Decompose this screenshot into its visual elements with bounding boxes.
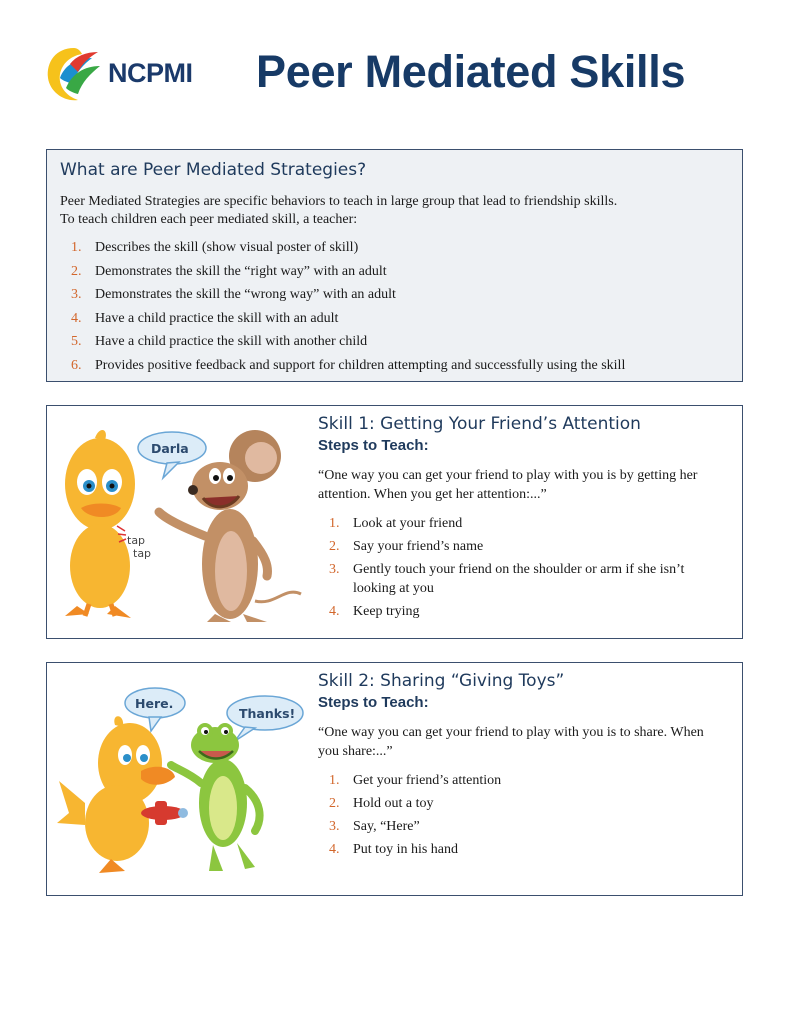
speech-bubble [138,432,206,478]
list-item [318,817,728,836]
list-item [318,840,728,859]
step-text: Hold out a toy [353,796,434,811]
step-text: Get your friend’s attention [353,773,502,788]
list-item [60,356,730,375]
ncpmi-swirl-icon [44,44,106,104]
step-number: 2. [329,796,340,811]
step-text: Describes the skill (show visual poster of skill) [95,240,359,255]
speech-bubble-thanks [227,696,303,741]
step-text: Say your friend’s name [353,539,484,554]
step-text: Have a child practice the skill with another child [95,334,368,349]
bubble-here-text: Here. [135,696,174,711]
step-text: Have a child practice the skill with an adult [95,310,339,326]
step-number: 4. [71,310,82,326]
step-number: 3. [71,287,82,302]
skill1-content [318,414,728,625]
list-item [60,309,730,328]
tap-label-2: tap [133,547,152,560]
skill1-box [46,405,743,639]
step-number: 6. [71,357,82,373]
skill2-steps-label: Steps to Teach: [318,694,429,711]
step-number: 1. [329,773,340,788]
step-text: Put toy in his hand [353,842,459,857]
logo-text: NCPMI [108,58,193,88]
list-item [318,514,728,533]
step-number: 2. [71,263,82,279]
intro-line-2: To teach children each peer mediated skill, a teacher: [60,212,358,227]
skill1-steps-label: Steps to Teach: [318,437,429,454]
list-item [318,537,728,556]
step-number: 3. [329,819,340,834]
skill2-content [318,671,728,863]
ncpmi-logo [44,44,214,104]
step-number: 2. [329,539,340,554]
tap-label-1: tap [127,534,146,547]
step-text: Gently touch your friend on the shoulder or arm if she isn’t looking at you [353,562,685,596]
list-item [60,332,730,351]
step-text: Provides positive feedback and support for children attempting and successfully using the skill [95,357,626,373]
intro-steps-list [60,238,730,379]
step-number: 3. [329,562,340,577]
duck-and-frog-illustration [55,673,310,888]
skill1-steps-list [318,514,728,621]
intro-line-1: Peer Mediated Strategies are specific behaviors to teach in large group that lead to friendship skills. [60,194,618,209]
list-item [318,794,728,813]
intro-title: What are Peer Mediated Strategies? [60,160,367,180]
duck-icon [65,430,135,618]
page-title: Peer Mediated Skills [256,46,686,97]
list-item [318,560,728,598]
intro-text [60,193,730,229]
skill1-quote: “One way you can get your friend to play with you is by getting her attention. When you get her attention:...” [318,468,698,502]
step-text: Demonstrates the skill the “right way” with an adult [95,263,387,279]
step-number: 5. [71,334,82,349]
frog-icon [171,723,260,871]
skill2-title: Skill 2: Sharing “Giving Toys” [318,671,565,691]
list-item [60,285,730,304]
skill1-title: Skill 1: Getting Your Friend’s Attention [318,414,641,434]
list-item [60,262,730,281]
step-number: 1. [71,240,82,255]
step-number: 1. [329,516,340,531]
step-number: 4. [329,604,340,619]
step-number: 4. [329,842,340,857]
skill2-box [46,662,743,896]
intro-box [46,149,743,382]
duck-icon [57,716,175,873]
step-text: Say, “Here” [353,819,420,834]
step-text: Look at your friend [353,516,463,531]
skill2-steps-list [318,771,728,859]
step-text: Keep trying [353,604,420,619]
bubble-text: Darla [151,441,189,456]
list-item [318,602,728,621]
list-item [60,238,730,257]
duck-and-mouse-illustration [55,416,310,631]
skill2-quote: “One way you can get your friend to play with you is to share. When you share:...” [318,725,704,759]
step-text: Demonstrates the skill the “wrong way” with an adult [95,287,396,302]
list-item [318,771,728,790]
bubble-thanks-text: Thanks! [239,706,296,721]
